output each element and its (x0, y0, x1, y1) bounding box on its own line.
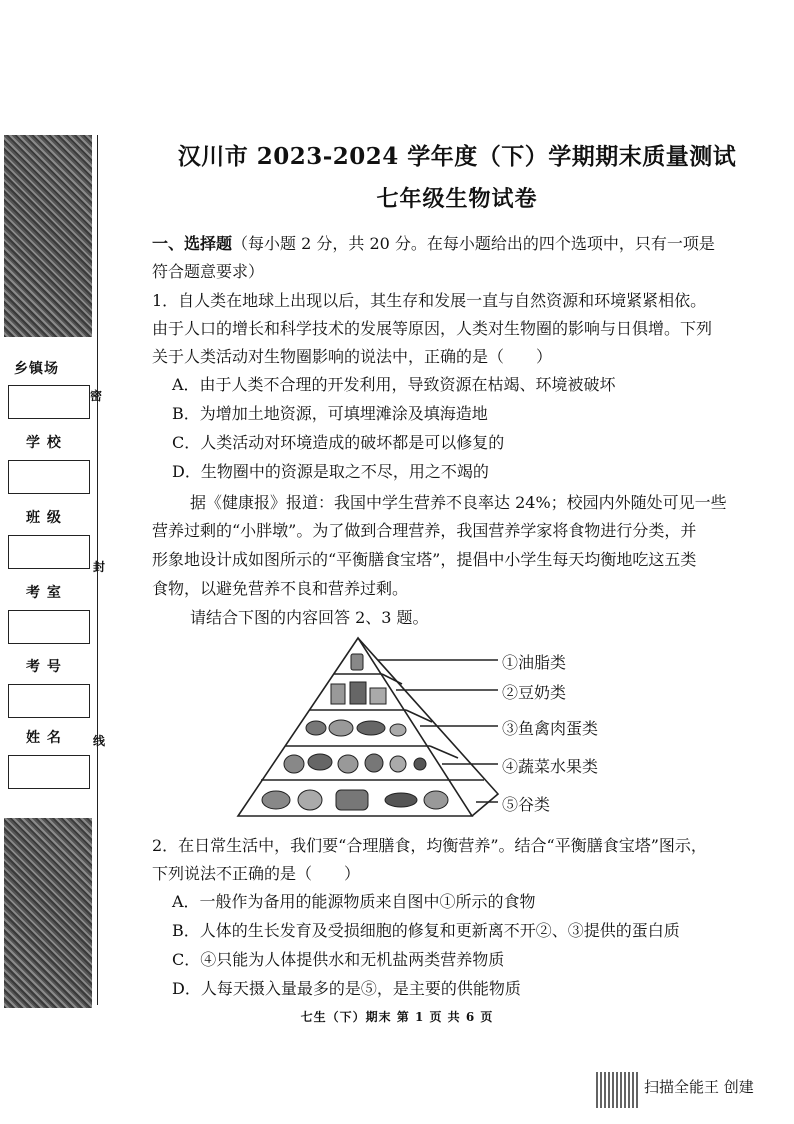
field-label-room: 考 室 (26, 585, 62, 601)
seal-char-xian: 线 (93, 734, 106, 748)
field-box-exam-number[interactable] (8, 684, 90, 718)
field-box-name[interactable] (8, 755, 90, 789)
exam-subtitle: 七年级生物试卷 (376, 186, 538, 212)
field-box-room[interactable] (8, 610, 90, 644)
passage-line-4: 食物，以避免营养不良和营养过剩。 (152, 579, 409, 598)
field-label-school: 学 校 (26, 435, 62, 451)
field-box-class[interactable] (8, 535, 90, 569)
q1-line-2: 由于人口的增长和科学技术的发展等原因，人类对生物圈的影响与日俱增。下列 (152, 319, 713, 338)
q1-line-3: 关于人类活动对生物圈影响的说法中，正确的是（ ） (152, 347, 553, 366)
field-box-school[interactable] (8, 460, 90, 494)
page-footer: 七生（下）期末 第 1 页 共 6 页 (300, 1010, 494, 1024)
seal-char-feng: 封 (93, 560, 106, 574)
qr-code-icon (596, 1072, 640, 1108)
section-heading: 一、选择题 (152, 234, 233, 253)
food-pyramid-figure (236, 632, 526, 822)
pyramid-label-fish-meat-eggs: ③鱼禽肉蛋类 (502, 719, 599, 738)
pyramid-label-oils: ①油脂类 (502, 653, 567, 672)
scanner-watermark: 扫描全能王 创建 (644, 1078, 754, 1096)
passage-line-3: 形象地设计成如图所示的“平衡膳食宝塔”，提倡中小学生每天均衡地吃这五类 (152, 550, 697, 569)
pyramid-label-grains: ⑤谷类 (502, 795, 551, 814)
q2-option-d: D．人每天摄入量最多的是⑤，是主要的供能物质 (172, 979, 521, 998)
binding-hatch-bottom (4, 818, 92, 1008)
field-label-township: 乡镇场 (14, 361, 59, 377)
q1-option-b: B．为增加土地资源，可填埋滩涂及填海造地 (172, 404, 488, 423)
q2-option-c: C．④只能为人体提供水和无机盐两类营养物质 (172, 950, 505, 969)
q1-line-1: 1．自人类在地球上出现以后，其生存和发展一直与自然资源和环境紧紧相依。 (152, 291, 707, 310)
field-label-class: 班 级 (26, 510, 62, 526)
q1-option-c: C．人类活动对环境造成的破坏都是可以修复的 (172, 433, 505, 452)
field-box-township[interactable] (8, 385, 90, 419)
q1-option-a: A．由于人类不合理的开发利用，导致资源在枯竭、环境被破坏 (172, 375, 616, 394)
field-label-exam-number: 考 号 (26, 659, 62, 675)
passage-line-1: 据《健康报》报道：我国中学生营养不良率达 24%；校园内外随处可见一些 (190, 493, 727, 512)
pyramid-food-icons (262, 654, 448, 810)
section-note-2: 符合题意要求） (152, 262, 265, 281)
pyramid-label-vegetables-fruits: ④蔬菜水果类 (502, 757, 599, 776)
section-heading-line (152, 231, 715, 254)
pyramid-label-beans-milk: ②豆奶类 (502, 683, 567, 702)
q2-option-a: A．一般作为备用的能源物质来自图中①所示的食物 (172, 892, 536, 911)
binding-hatch-top (4, 135, 92, 337)
q1-option-d: D．生物圈中的资源是取之不尽，用之不竭的 (172, 462, 489, 481)
q2-line-2: 下列说法不正确的是（ ） (152, 864, 361, 883)
section-note: （每小题 2 分，共 20 分。在每小题给出的四个选项中，只有一项是 (232, 234, 715, 253)
passage-line-5: 请结合下图的内容回答 2、3 题。 (190, 608, 429, 627)
seal-char-mi: 密 (90, 389, 103, 403)
exam-title: 汉川市 2023-2024 学年度（下）学期期末质量测试 (177, 143, 737, 170)
field-label-name: 姓 名 (26, 730, 62, 746)
passage-line-2: 营养过剩的“小胖墩”。为了做到合理营养，我国营养学家将食物进行分类，并 (152, 521, 697, 540)
q2-option-b: B．人体的生长发育及受损细胞的修复和更新离不开②、③提供的蛋白质 (172, 921, 680, 940)
q2-line-1: 2．在日常生活中，我们要“合理膳食，均衡营养”。结合“平衡膳食宝塔”图示， (152, 836, 707, 855)
